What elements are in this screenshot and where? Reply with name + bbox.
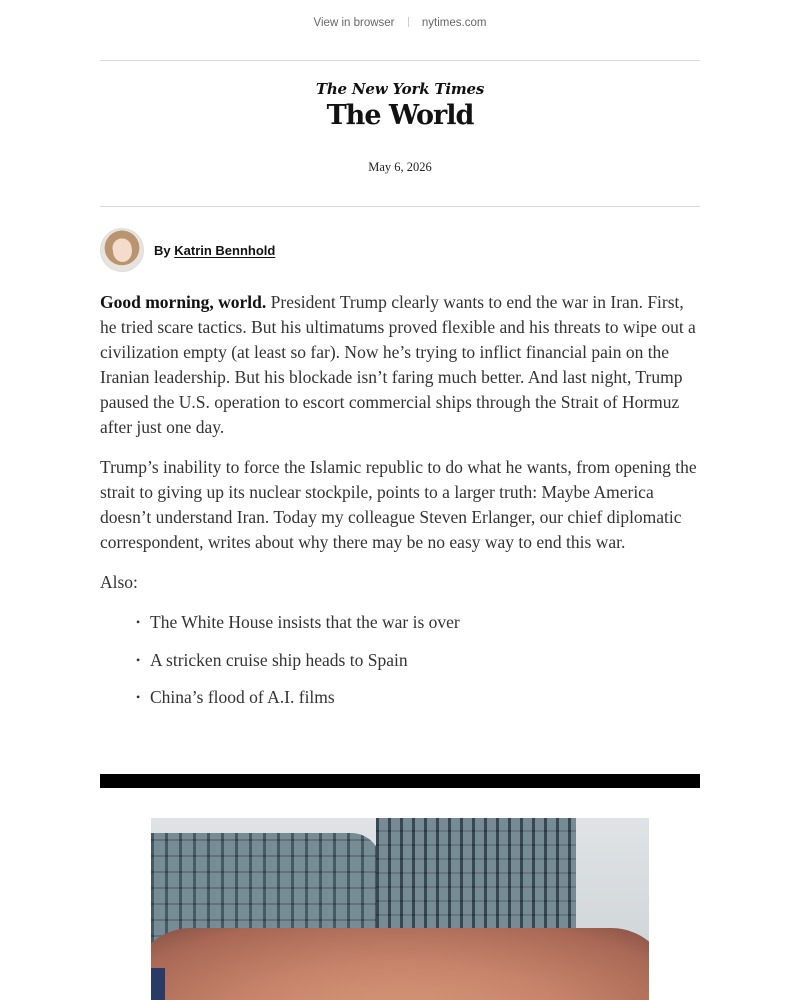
lede-paragraph	[100, 290, 700, 440]
lede-text: President Trump clearly wants to end the war in Iran. First, he tried scare tactics. But his ultimatums proved flexible and his threats to wipe out a civilization empty (at least so far). Now he’s trying to inflict financial pain on the Iranian leadership. But his blockade isn’t faring much better. And last night, Trump paused the U.S. operation to escort commercial ships through the Strait of Hormuz after just one day.	[100, 292, 696, 437]
list-item	[136, 610, 700, 635]
also-item-link[interactable]: China’s flood of A.I. films	[150, 687, 335, 707]
top-links	[0, 17, 800, 29]
also-list	[100, 610, 700, 710]
also-item-link[interactable]: The White House insists that the war is over	[150, 612, 460, 632]
masthead	[0, 80, 800, 131]
author-avatar	[100, 228, 144, 272]
also-label: Also:	[100, 572, 138, 592]
author-link[interactable]: Katrin Bennhold	[174, 242, 276, 258]
byline-prefix: By	[154, 242, 171, 258]
list-item	[136, 685, 700, 710]
view-in-browser-link[interactable]: View in browser	[313, 17, 395, 29]
hero-image[interactable]	[151, 818, 649, 1000]
byline-text	[154, 243, 275, 258]
nytimes-link[interactable]: nytimes.com	[421, 17, 487, 29]
header-divider-top	[100, 60, 700, 61]
newsletter-body	[100, 290, 700, 723]
lede-greeting: Good morning, world.	[100, 292, 267, 312]
header-divider-bottom	[100, 206, 700, 207]
byline	[100, 227, 275, 273]
also-item-link[interactable]: A stricken cruise ship heads to Spain	[150, 649, 408, 670]
second-paragraph: Trump’s inability to force the Islamic republic to do what he wants, from opening the strait to giving up its nuclear stockpile, points to a larger truth: Maybe America doesn’t understand Iran. Today my colleague Steven Erlanger, our chief diplomatic correspondent, writes about why there may be no easy way to end this war.	[100, 457, 697, 552]
link-divider	[408, 17, 409, 27]
newsletter-title[interactable]: The World	[326, 100, 474, 131]
list-item	[136, 648, 700, 673]
billboard-face	[151, 928, 649, 1000]
billboard-edge	[151, 968, 165, 1000]
issue-date: May 6, 2026	[368, 160, 432, 174]
section-divider-bar	[100, 774, 700, 788]
nyt-logo[interactable]: The New York Times	[315, 80, 485, 98]
